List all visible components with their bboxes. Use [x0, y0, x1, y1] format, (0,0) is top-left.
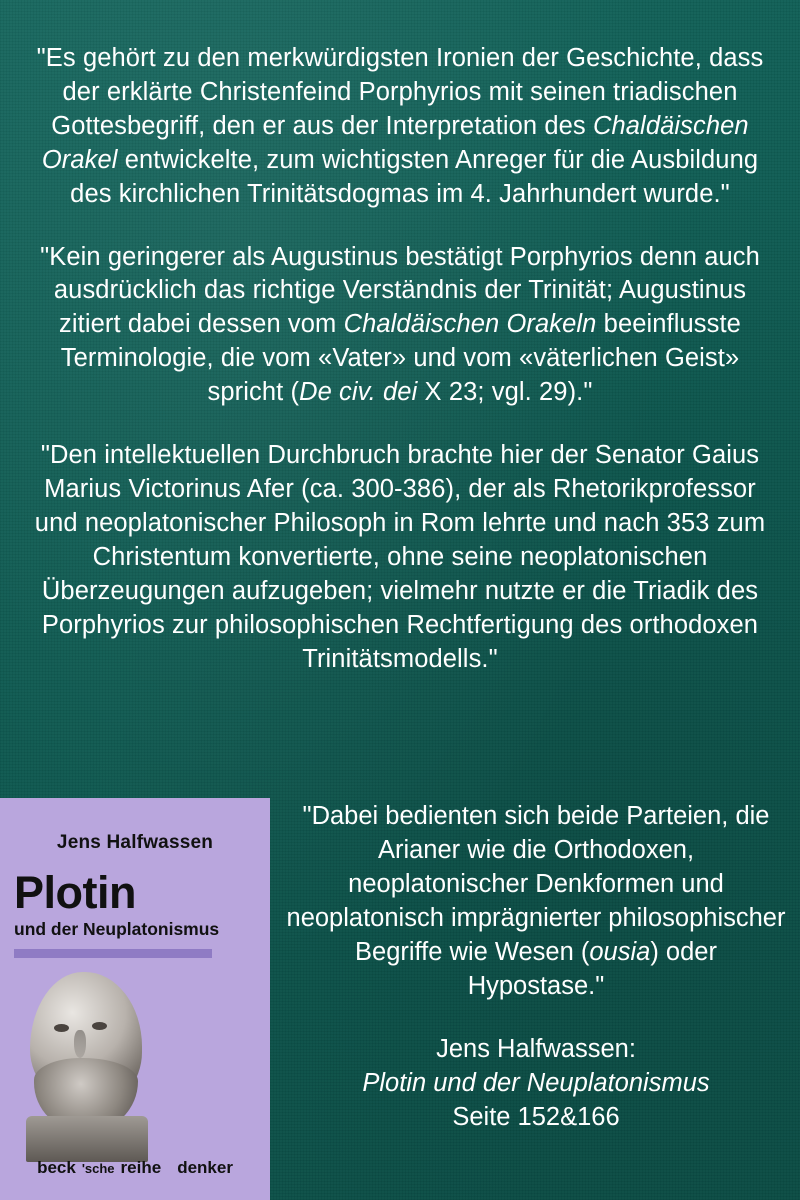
quote-3	[24, 439, 776, 676]
quote-1	[24, 42, 776, 212]
book-cover-title: Plotin	[14, 867, 136, 918]
quote-1-part-1: "Es gehört zu den merkwürdigsten Ironien der Geschichte, dass der erklärte Christenfeind Porphyrios mit seinen triadischen Gottesbegriff, den er aus der Interpretation des	[36, 44, 764, 140]
quote-2-part-1: "Kein geringerer als Augustinus bestätigt Porphyrios denn auch ausdrücklich das richtige Verständnis der Trinität; Augustinus zitiert dabei dessen vom	[40, 242, 760, 339]
lower-right-column	[286, 800, 786, 1135]
quote-3-part-1: "Den intellektuellen Durchbruch brachte hier der Senator Gaius Marius Victorinus Afer (ca. 300-386), der als Rhetorikprofessor und neoplatonischer Philosoph in Rom lehrte und nach 353 zum Christentum konvertierte, ohne seine neoplatonischen Überzeugungen aufzugeben; vielmehr nutzte er die Triadik des Porphyrios zur philosophischen Rechtfertigung des orthodoxen Trinitätsmodells."	[34, 441, 766, 673]
attribution-author: Jens Halfwassen:	[436, 1035, 636, 1064]
quote-4-part-3: ) oder Hypostase."	[467, 937, 717, 1000]
attribution-pages: Seite 152&166	[452, 1103, 620, 1132]
bust-nose	[74, 1030, 86, 1058]
quote-4	[286, 800, 786, 1003]
quote-2-part-4: De civ. dei	[299, 378, 418, 407]
publisher-beck: beck	[37, 1158, 76, 1177]
book-cover-subtitle: und der Neuplatonismus	[14, 919, 220, 939]
quote-1-part-2: Chaldäischen Orakel	[41, 111, 749, 174]
book-cover-publisher	[0, 1158, 270, 1178]
publisher-series: denker	[177, 1158, 233, 1177]
book-cover-rule	[14, 949, 212, 958]
quote-4-part-1: "Dabei bedienten sich beide Parteien, die Arianer wie die Orthodoxen, neoplatonischer Denkformen und neoplatonisch imprägnierter philosophischer Begriffe wie Wesen (	[286, 802, 786, 966]
quote-4-part-2: ousia	[589, 937, 651, 966]
attribution-work: Plotin und der Neuplatonismus	[362, 1069, 710, 1098]
quote-2	[24, 241, 776, 411]
quote-2-part-2: Chaldäischen Orakeln	[343, 310, 597, 339]
quote-2-part-5: X 23; vgl. 29)."	[417, 378, 593, 407]
quote-block	[24, 42, 776, 676]
bust-eye-right	[92, 1022, 107, 1030]
quote-2-part-3: beeinflusste Terminologie, die vom «Vater» und vom «väterlichen Geist» spricht (	[60, 310, 741, 407]
bust-base	[26, 1116, 148, 1162]
attribution	[286, 1033, 786, 1135]
publisher-reihe: reihe	[120, 1158, 162, 1177]
plotinus-bust-icon	[12, 966, 164, 1162]
publisher-sche: 'sche	[81, 1161, 115, 1176]
quote-1-part-3: entwickelte, zum wichtigsten Anreger für die Ausbildung des kirchlichen Trinitätsdogmas im 4. Jahrhundert wurde."	[70, 145, 759, 208]
book-cover-author: Jens Halfwassen	[56, 832, 214, 853]
bust-eye-left	[54, 1024, 69, 1032]
book-cover	[0, 798, 270, 1200]
